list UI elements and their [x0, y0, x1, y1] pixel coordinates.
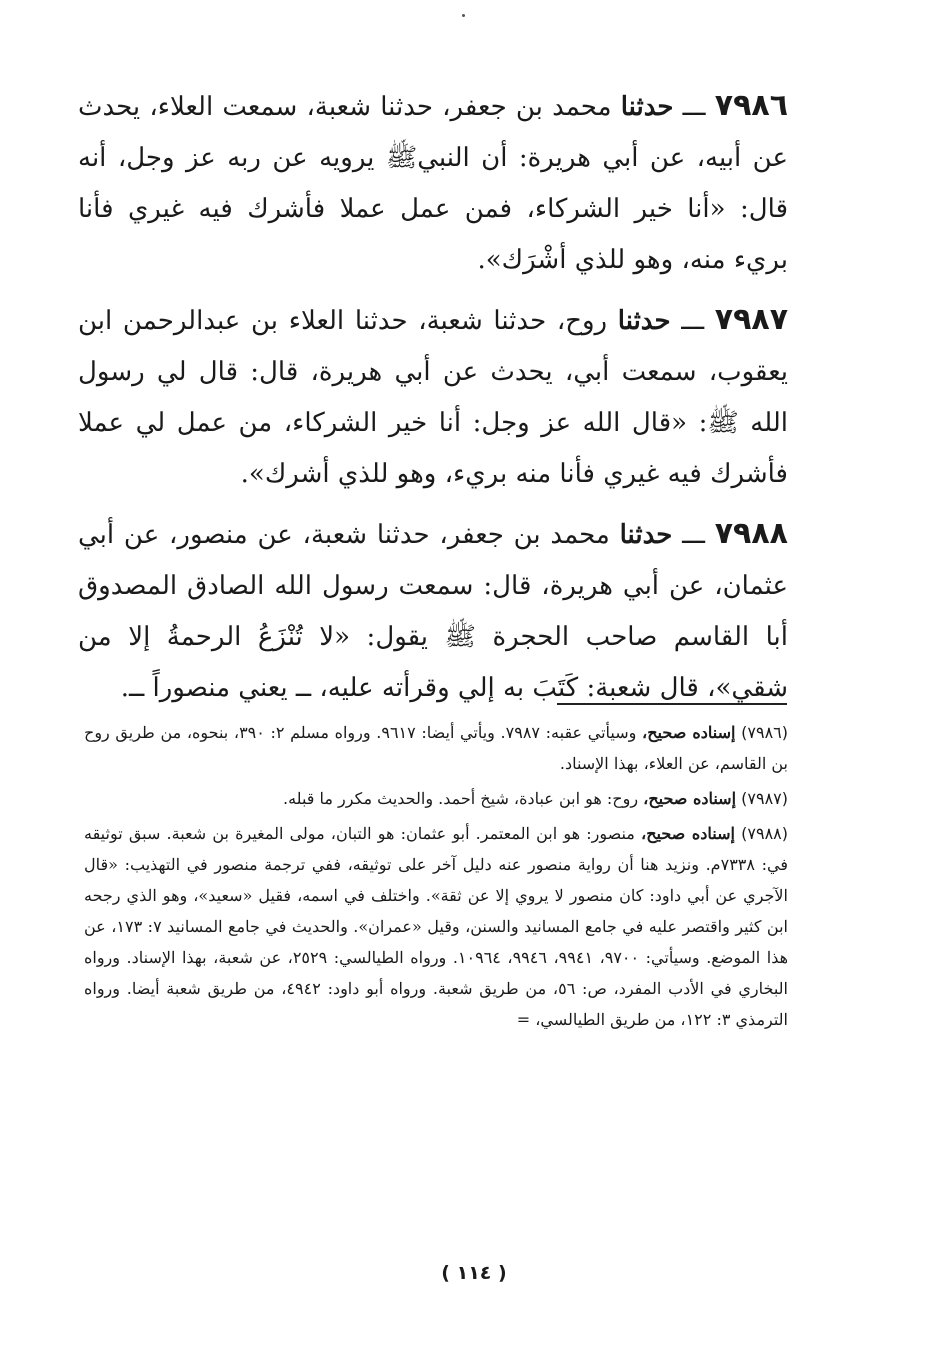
hadith-7988: [78, 508, 788, 714]
footnote-ref: (٧٩٨٨): [741, 824, 788, 843]
hadith-number: ٧٩٨٨: [714, 516, 788, 551]
hadith-number: ٧٩٨٦: [714, 88, 789, 123]
footnote-grade: إسناده صحيح،: [642, 723, 736, 742]
footnote-grade: إسناده صحيح،: [641, 824, 735, 843]
hadith-lead: حدثنا: [619, 520, 673, 550]
footnote-7987: [84, 783, 788, 814]
hadith-lead: حدثنا: [617, 306, 671, 336]
dash: ـــ: [672, 520, 705, 550]
hadith-number: ٧٩٨٧: [714, 302, 789, 337]
dash: ـــ: [670, 306, 705, 336]
hadith-text: محمد بن جعفر، حدثنا شعبة، سمعت العلاء، يحدث عن أبيه، عن أبي هريرة: أن النبيﷺ يرويه عن ربه عز وجل، أنه قال: «أنا خير الشركاء، فمن عمل عملا فأشرك فيه غيري فأنا بريء منه، وهو للذي أشْرَك».: [78, 92, 788, 275]
dash: ـــ: [673, 92, 706, 122]
hadith-lead: حدثنا: [620, 92, 674, 122]
footnote-text: منصور: هو ابن المعتمر. أبو عثمان: هو التبان، مولى المغيرة بن شعبة. سبق توثيقه في: ٧٣٣٨م. ونزيد هنا أن رواية منصور عنه دليل آخر على توثيقه، ففي ترجمة منصور في التهذيب: «قال الآجري عن أبي داود: كان منصور لا يروي إلا عن ثقة». واختلف في اسمه، فقيل «سعيد»، وهو الذي رجحه ابن كثير واقتصر عليه في جامع المسانيد والسنن، وقيل «عمران». والحديث في جامع المسانيد ٧: ١٧٣، عن هذا الموضع. وسيأتي: ٩٧٠٠، ٩٩٤١، ٩٩٤٦، ١٠٩٦٤. ورواه الطيالسي: ٢٥٢٩، عن شعبة، بهذا الإسناد. ورواه البخاري في الأدب المفرد، ص: ٥٦، من طريق شعبة. ورواه أبو داود: ٤٩٤٢، من طريق شعبة أيضا. ورواه الترمذي ٣: ١٢٢، من طريق الطيالسي، =: [84, 824, 789, 1029]
footnote-text: وسيأتي عقبه: ٧٩٨٧. ويأتي أيضا: ٩٦١٧. ورواه مسلم ٢: ٣٩٠، بنحوه، من طريق روح بن القاسم، عن العلاء، بهذا الإسناد.: [84, 723, 788, 773]
main-text: [78, 80, 788, 722]
hadith-7986: [78, 80, 788, 286]
footnote-ref: (٧٩٨٦): [741, 723, 789, 742]
top-dot-mark: [462, 14, 465, 17]
footnotes: [84, 717, 788, 1039]
footnote-7988: [84, 818, 788, 1035]
hadith-text: روح، حدثنا شعبة، حدثنا العلاء بن عبدالرحمن ابن يعقوب، سمعت أبي، يحدث عن أبي هريرة، قال: قال لي رسول الله ﷺ: «قال الله عز وجل: أنا خير الشركاء، من عمل لي عملا فأشرك فيه غيري فأنا منه بريء، وهو للذي أشرك».: [78, 306, 788, 489]
footnote-text: روح: هو ابن عبادة، شيخ أحمد. والحديث مكرر ما قبله.: [283, 789, 639, 808]
hadith-text: محمد بن جعفر، حدثنا شعبة، عن منصور، عن أبي عثمان، عن أبي هريرة، قال: سمعت رسول الله الصادق المصدوق أبا القاسم صاحب الحجرة ﷺ يقول: «لا تُنْزَعُ الرحمةُ إلا من شقي»، قال شعبة: كَتَبَ به إلي وقرأته عليه، ــ يعني منصوراً ــ.: [78, 520, 788, 703]
footnote-7986: [84, 717, 788, 779]
footnote-grade: إسناده صحيح،: [643, 789, 737, 808]
page-number: ( ١١٤ ): [441, 1262, 507, 1284]
hadith-7987: [78, 294, 788, 500]
footnote-ref: (٧٩٨٧): [741, 789, 788, 808]
footnote-divider: [557, 703, 787, 705]
